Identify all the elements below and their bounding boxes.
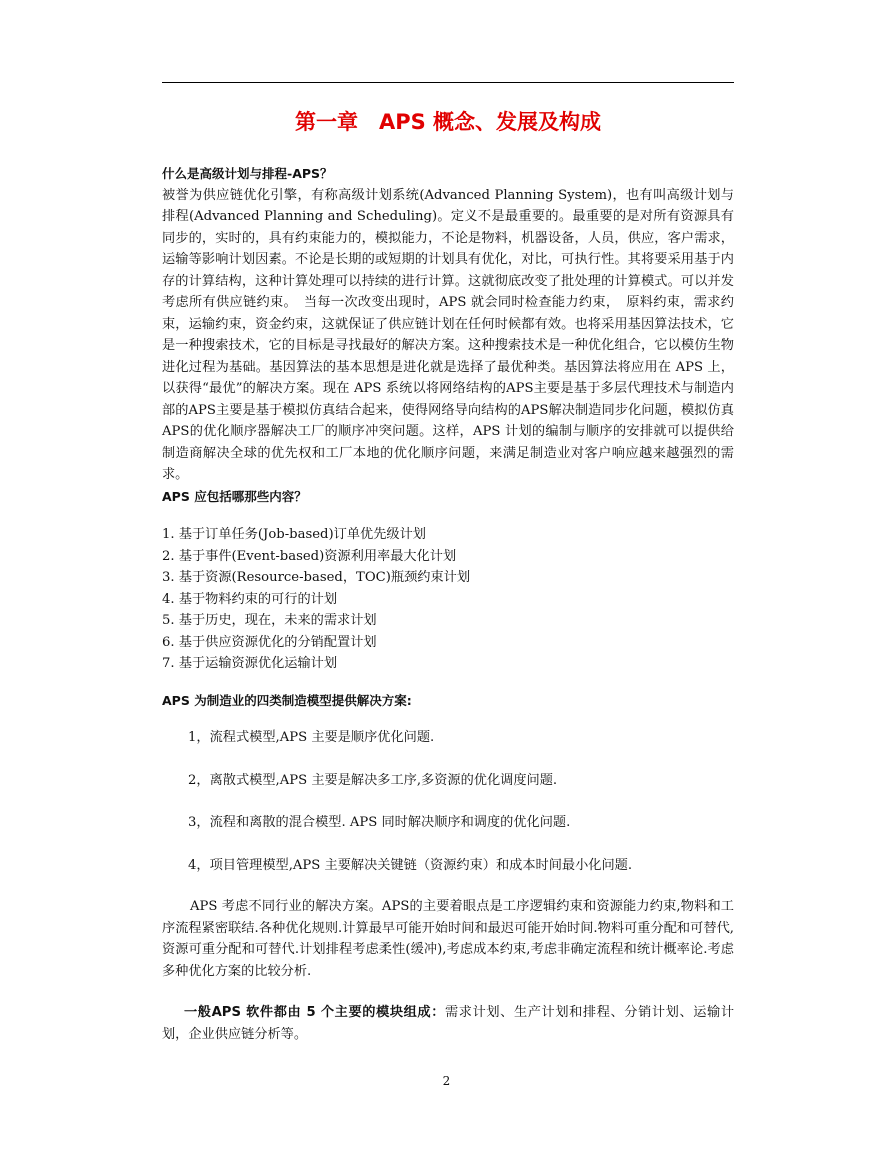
list-item: 5. 基于历史，现在，未来的需求计划 bbox=[162, 613, 377, 628]
section-heading-what-is-aps: 什么是高级计划与排程-APS？ bbox=[162, 166, 333, 181]
model-item: 3，流程和离散的混合模型. APS 同时解决顺序和调度的优化问题. bbox=[188, 815, 571, 830]
model-item: 1，流程式模型,APS 主要是顺序优化问题. bbox=[188, 730, 435, 745]
section-heading-aps-contents: APS 应包括哪那些内容？ bbox=[162, 488, 307, 504]
list-item: 7. 基于运输资源优化运输计划 bbox=[162, 656, 338, 671]
paragraph-aps-modules bbox=[162, 1002, 734, 1045]
list-item: 1. 基于订单任务(Job-based)订单优先级计划 bbox=[162, 527, 426, 542]
model-item: 2，离散式模型,APS 主要是解决多工序,多资源的优化调度问题. bbox=[188, 772, 558, 788]
page-number: 2 bbox=[442, 1074, 451, 1088]
page-body bbox=[162, 163, 734, 1045]
modules-lead-text: 一般APS 软件都由 5 个主要的模块组成： bbox=[184, 1005, 445, 1020]
list-item: 4. 基于物料约束的可行的计划 bbox=[162, 591, 338, 607]
modules-list-text: 需求计划、生产计划和排程、分销计划、运输计划，企业供应链分析等。 bbox=[162, 1005, 734, 1042]
paragraph-aps-definition: 被誉为供应链优化引擎，有称高级计划系统(Advanced Planning System)，也有叫高级计划与排程(Advanced Planning and Scheduling)。定义不是最重要的。最重要的是对所有资源具有同步的，实时的，具有约束能力的，模拟能力，不论是物料，机器设备，人员，供应，客户需求，运输等影响计划因素。不论是长期的或短期的计划具有优化，对比，可执行性。其将要采用基于内存的计算结构，这种计算处理可以持续的进行计算。这就彻底改变了批处理的计算模式。可以并发考虑所有供应链约束。 当每一次改变出现时，APS 就会同时检查能力约束， 原料约束，需求约束，运输约束，资金约束，这就保证了供应链计划在任何时候都有效。也将采用基因算法技术，它是一种搜索技术，它的目标是寻找最好的解决方案。这种搜索技术是一种优化组合，它以模仿生物进化过程为基础。基因算法的基本思想是进化就是选择了最优种类。基因算法将应用在 APS 上，以获得“最优”的解决方案。现在 APS 系统以将网络结构的APS主要是基于多层代理技术与制造内部的APS主要是基于模拟仿真结合起来，使得网络导向结构的APS解决制造同步化问题，模拟仿真APS的优化顺序器解决工厂的顺序冲突问题。这样，APS 计划的编制与顺序的安排就可以提供给制造商解决全球的优先权和工厂本地的优化顺序问题，来满足制造业对客户响应越来越强烈的需求。 bbox=[162, 187, 734, 482]
list-item: 3. 基于资源(Resource-based，TOC)瓶颈约束计划 bbox=[162, 570, 471, 585]
chapter-title: 第一章 APS 概念、发展及构成 bbox=[294, 110, 602, 134]
list-item: 6. 基于供应资源优化的分销配置计划 bbox=[162, 634, 377, 650]
model-item: 4，项目管理模型,APS 主要解决关键链（资源约束）和成本时间最小化问题. bbox=[188, 857, 633, 873]
list-item: 2. 基于事件(Event-based)资源利用率最大化计划 bbox=[162, 548, 457, 564]
section-heading-manufacturing-models: APS 为制造业的四类制造模型提供解决方案: bbox=[162, 692, 412, 708]
header-rule bbox=[162, 82, 734, 83]
aps-contents-list bbox=[162, 524, 734, 675]
paragraph-industry-solutions: APS 考虑不同行业的解决方案。APS的主要着眼点是工序逻辑约束和资源能力约束,物料和工序流程紧密联结.各种优化规则.计算最早可能开始时间和最迟可能开始时间.物料可重分配和可替代,资源可重分配和可替代.计划排程考虑柔性(缓冲),考虑成本约束,考虑非确定流程和统计概率论.考虑多种优化方案的比较分析. bbox=[162, 899, 734, 979]
